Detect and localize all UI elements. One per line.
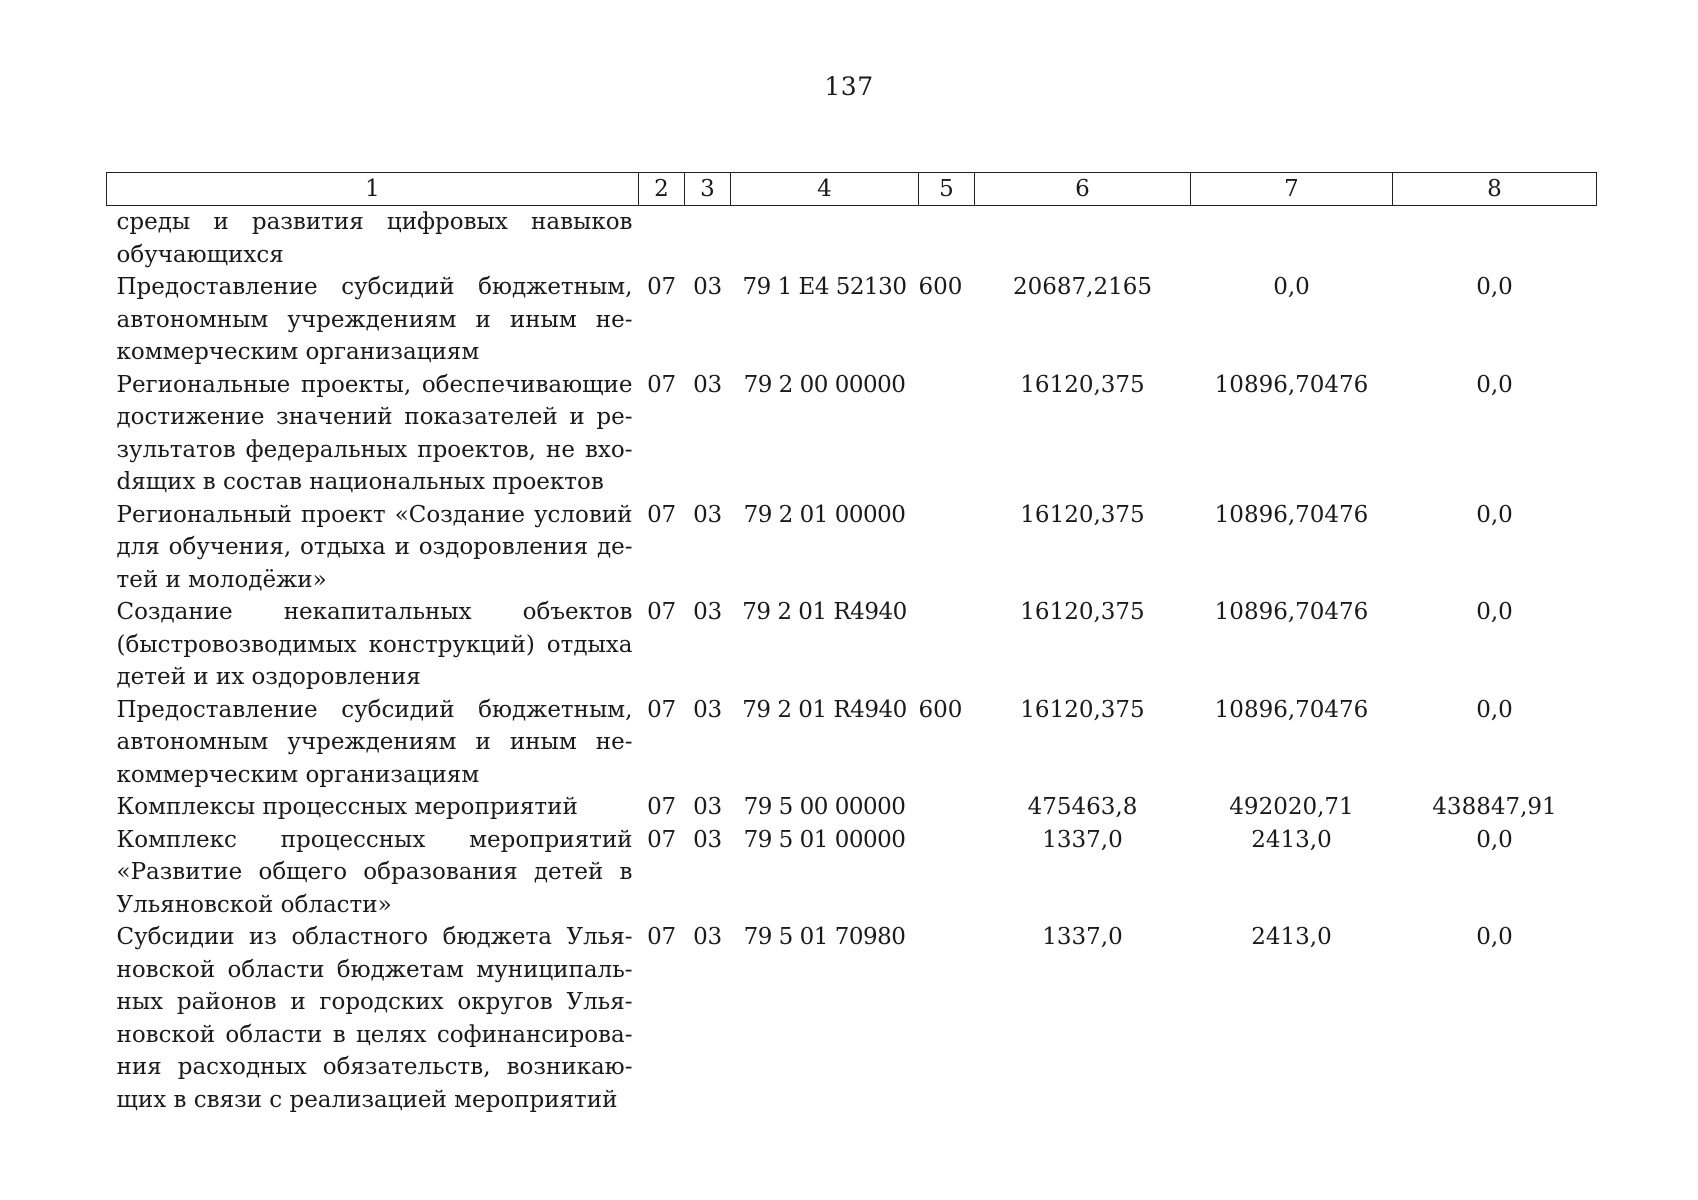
row-amount-col6: 16120,375 xyxy=(1020,371,1145,398)
row-rz: 07 xyxy=(647,371,676,398)
row-name: Региональный проект «Создание условий для обучения, отдыха и оздоровления детей и молодёжи» xyxy=(116,501,633,593)
row-csr xyxy=(731,206,919,272)
row-csr: 79 5 01 00000 xyxy=(743,826,906,853)
row-vr: 600 xyxy=(918,696,963,723)
row-name: Субсидии из областного бюджета Ульяновской области бюджетам муниципальных районов и городских округов Ульяновской области в целях софинансирования расходных обязательств, возникающих в связи с реализацией мероприятий xyxy=(116,924,633,1113)
row-amount-col6: 1337,0 xyxy=(1042,826,1123,853)
row-amount-col7: 2413,0 xyxy=(1251,924,1332,950)
row-rz: 07 xyxy=(647,599,676,625)
row-amount-col7: 10896,70476 xyxy=(1214,696,1369,723)
header-col-4: 4 xyxy=(731,173,919,206)
header-col-6: 6 xyxy=(975,173,1191,206)
row-amount-col7: 492020,71 xyxy=(1229,794,1354,820)
row-vr xyxy=(919,499,975,597)
row-amount-col6: 16120,375 xyxy=(1020,501,1145,528)
budget-table-container xyxy=(106,172,1596,1116)
row-amount-col8 xyxy=(1393,206,1597,272)
row-name: Предоставление субсидий бюджетным, автономным учреждениям и иным некоммерческим организациям xyxy=(116,274,633,365)
table-row xyxy=(107,206,1597,272)
table-row xyxy=(107,271,1597,369)
row-pr: 03 xyxy=(693,826,722,853)
row-amount-col8: 0,0 xyxy=(1476,696,1513,723)
row-pr xyxy=(685,206,731,272)
row-csr: 79 5 01 70980 xyxy=(743,924,906,950)
row-vr: 600 xyxy=(918,274,963,300)
page-number: 137 xyxy=(824,72,874,101)
row-amount-col8: 0,0 xyxy=(1476,501,1513,528)
row-name: Комплекс процессных мероприятий «Развитие общего образования детей в Ульяновской области» xyxy=(116,826,633,918)
row-pr: 03 xyxy=(693,599,722,625)
row-pr: 03 xyxy=(693,371,722,398)
row-amount-col8: 438847,91 xyxy=(1432,794,1557,820)
row-vr xyxy=(919,791,975,824)
table-row xyxy=(107,921,1597,1116)
row-vr xyxy=(919,824,975,922)
row-amount-col6: 16120,375 xyxy=(1020,696,1145,723)
row-name: Региональные проекты, обеспечивающие достижение значений показателей и результатов федеральных проектов, не вхоdящих в состав национальных проектов xyxy=(116,371,633,495)
row-vr xyxy=(919,369,975,499)
row-amount-col7: 2413,0 xyxy=(1251,826,1332,853)
row-vr xyxy=(919,921,975,1116)
row-amount-col8: 0,0 xyxy=(1476,371,1513,398)
row-name: среды и развития цифровых навыков обучающихся xyxy=(116,209,633,268)
row-rz: 07 xyxy=(647,924,676,950)
row-amount-col8: 0,0 xyxy=(1476,599,1513,625)
row-amount-col7: 0,0 xyxy=(1273,274,1310,300)
row-amount-col6: 1337,0 xyxy=(1042,924,1123,950)
row-csr: 79 2 01 R4940 xyxy=(742,696,907,723)
row-vr xyxy=(919,596,975,694)
table-row xyxy=(107,694,1597,792)
header-col-5: 5 xyxy=(919,173,975,206)
row-amount-col8: 0,0 xyxy=(1476,924,1513,950)
row-amount-col8: 0,0 xyxy=(1476,274,1513,300)
row-pr: 03 xyxy=(693,274,722,300)
row-csr: 79 5 00 00000 xyxy=(743,794,906,820)
row-csr: 79 2 01 00000 xyxy=(743,501,906,528)
row-pr: 03 xyxy=(693,696,722,723)
row-rz: 07 xyxy=(647,696,676,723)
row-rz: 07 xyxy=(647,794,676,820)
header-col-2: 2 xyxy=(639,173,685,206)
row-amount-col6: 475463,8 xyxy=(1027,794,1138,820)
row-amount-col7: 10896,70476 xyxy=(1214,501,1369,528)
row-name: Создание некапитальных объектов (быстровозводимых конструкций) отдыха детей и их оздоровления xyxy=(116,599,633,690)
table-row xyxy=(107,369,1597,499)
header-col-3: 3 xyxy=(685,173,731,206)
table-row xyxy=(107,824,1597,922)
table-header-row xyxy=(107,173,1597,206)
row-csr: 79 2 01 R4940 xyxy=(742,599,907,625)
row-csr: 79 1 Е4 52130 xyxy=(742,274,907,300)
row-name: Предоставление субсидий бюджетным, автономным учреждениям и иным некоммерческим организациям xyxy=(116,696,633,788)
table-row xyxy=(107,791,1597,824)
row-rz xyxy=(639,206,685,272)
row-amount-col7: 10896,70476 xyxy=(1214,371,1369,398)
row-amount-col6: 16120,375 xyxy=(1020,599,1145,625)
row-rz: 07 xyxy=(647,501,676,528)
row-csr: 79 2 00 00000 xyxy=(743,371,906,398)
row-amount-col6 xyxy=(975,206,1191,272)
budget-table xyxy=(106,172,1597,1116)
row-name: Комплексы процессных мероприятий xyxy=(116,794,578,820)
table-row xyxy=(107,499,1597,597)
row-vr xyxy=(919,206,975,272)
header-col-8: 8 xyxy=(1393,173,1597,206)
row-pr: 03 xyxy=(693,501,722,528)
row-amount-col6: 20687,2165 xyxy=(1012,274,1152,300)
row-rz: 07 xyxy=(647,274,676,300)
row-rz: 07 xyxy=(647,826,676,853)
row-amount-col7 xyxy=(1191,206,1393,272)
header-col-1: 1 xyxy=(107,173,639,206)
row-pr: 03 xyxy=(693,924,722,950)
table-row xyxy=(107,596,1597,694)
row-amount-col8: 0,0 xyxy=(1476,826,1513,853)
header-col-7: 7 xyxy=(1191,173,1393,206)
row-pr: 03 xyxy=(693,794,722,820)
row-amount-col7: 10896,70476 xyxy=(1214,599,1369,625)
